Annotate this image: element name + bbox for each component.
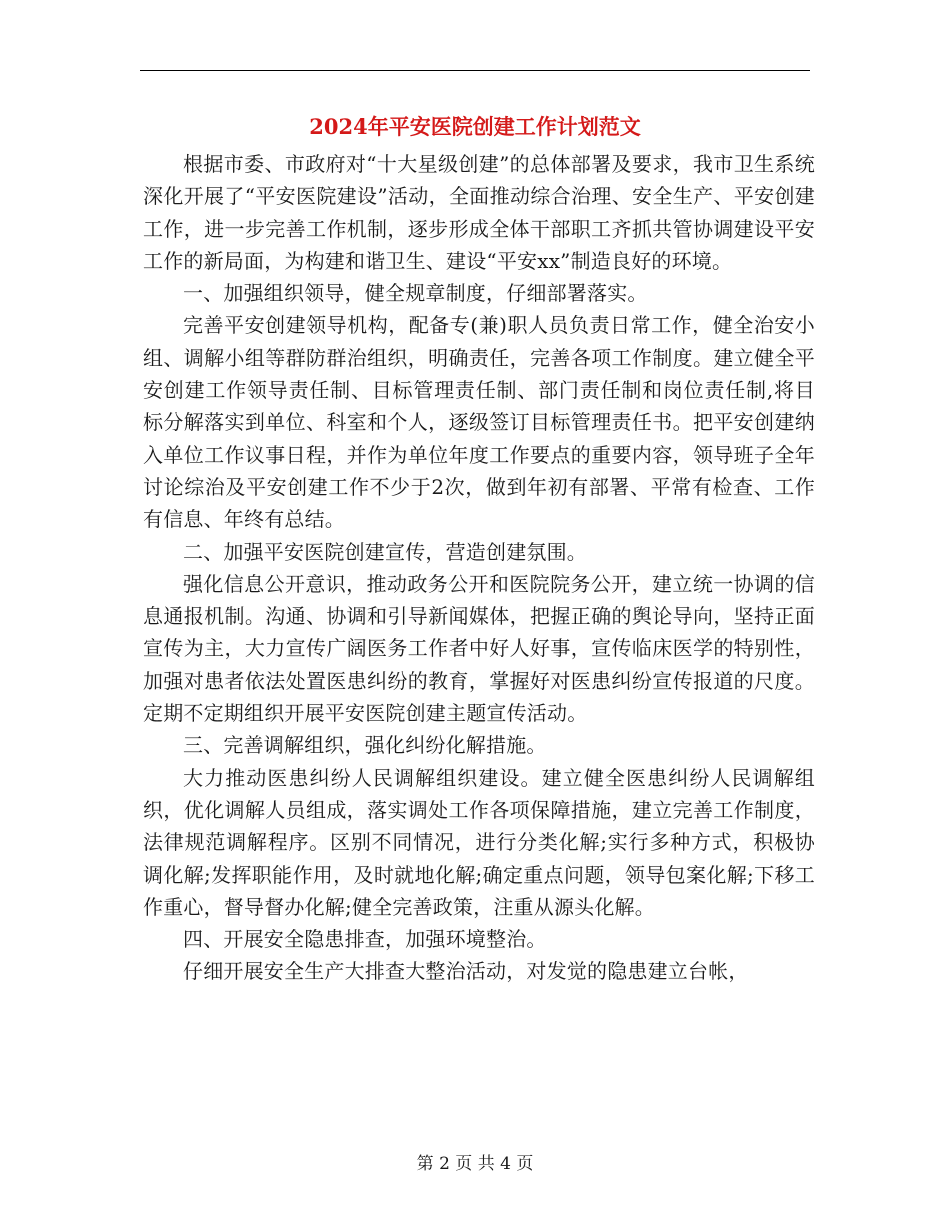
section-heading-1: 一、加强组织领导，健全规章制度，仔细部署落实。 <box>183 281 648 306</box>
section-paragraph-4: 仔细开展安全生产大排查大整治活动，对发觉的隐患建立台帐， <box>183 959 749 984</box>
document-body <box>143 148 815 988</box>
page-number: 第 2 页 共 4 页 <box>416 1154 534 1174</box>
document-title: 2024年平安医院创建工作计划范文 <box>309 114 641 139</box>
section-paragraph-2: 强化信息公开意识，推动政务公开和医院院务公开，建立统一协调的信息通报机制。沟通、协调和引导新闻媒体，把握正确的舆论导向，坚持正面宣传为主，大力宣传广阔医务工作者中好人好事，宣传临床医学的特别性，加强对患者依法处置医患纠纷的教育，掌握好对医患纠纷宣传报道的尺度。定期不定期组织开展平安医院创建主题宣传活动。 <box>143 571 815 726</box>
section-paragraph-1: 完善平安创建领导机构，配备专(兼)职人员负责日常工作，健全治安小组、调解小组等群防群治组织，明确责任，完善各项工作制度。建立健全平安创建工作领导责任制、目标管理责任制、部门责任制和岗位责任制,将目标分解落实到单位、科室和个人，逐级签订目标管理责任书。把平安创建纳入单位工作议事日程，并作为单位年度工作要点的重要内容，领导班子全年讨论综治及平安创建工作不少于2次，做到年初有部署、平常有检查、工作有信息、年终有总结。 <box>143 313 815 532</box>
section-heading-4: 四、开展安全隐患排查，加强环境整治。 <box>183 927 547 952</box>
section-paragraph-3: 大力推动医患纠纷人民调解组织建设。建立健全医患纠纷人民调解组织，优化调解人员组成，落实调处工作各项保障措施，建立完善工作制度，法律规范调解程序。区别不同情况，进行分类化解;实行多种方式，积极协调化解;发挥职能作用，及时就地化解;确定重点问题，领导包案化解;下移工作重心，督导督办化解;健全完善政策，注重从源头化解。 <box>143 765 815 919</box>
section-heading-2: 二、加强平安医院创建宣传，营造创建氛围。 <box>183 539 587 564</box>
section-heading-3: 三、完善调解组织，强化纠纷化解措施。 <box>183 733 547 758</box>
intro-paragraph: 根据市委、市政府对“十大星级创建”的总体部署及要求，我市卫生系统深化开展了“平安医院建设”活动，全面推动综合治理、安全生产、平安创建工作，进一步完善工作机制，逐步形成全体干部职工齐抓共管协调建设平安工作的新局面，为构建和谐卫生、建设“平安xx”制造良好的环境。 <box>143 152 815 273</box>
header-rule <box>140 70 810 71</box>
